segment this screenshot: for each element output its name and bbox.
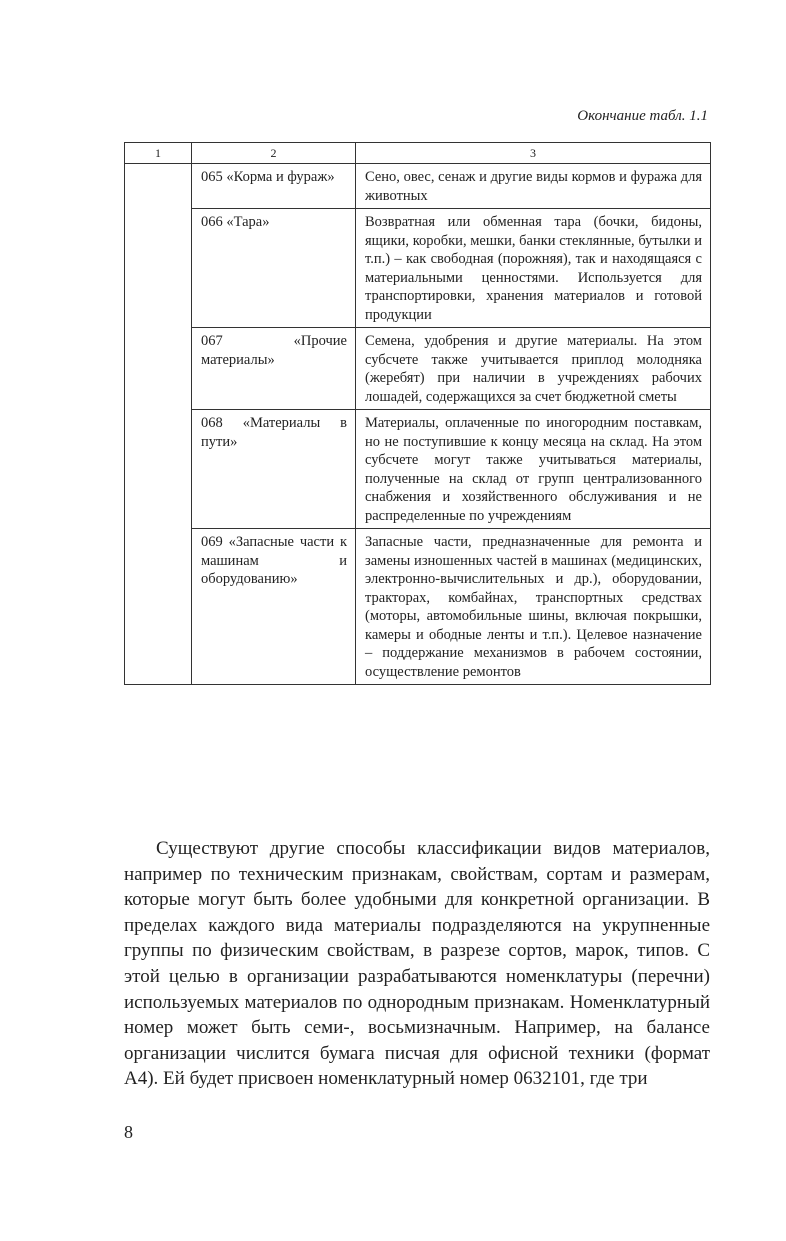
column-header-1: 1 [125, 143, 192, 164]
description-cell: Материалы, оплаченные по иногородним поставкам, но не поступившие к концу месяца на склад. На этом субсчете могут также учитываться материалы, полученные на склад от групп централизованного снабжения и хозяйственного обслуживания и не распределенные по учреждениям [356, 410, 711, 529]
table-header-row [125, 143, 711, 164]
column-header-3: 3 [356, 143, 711, 164]
table-row [125, 209, 711, 328]
account-cell: 068 «Материалы в пути» [192, 410, 356, 529]
account-cell: 066 «Тара» [192, 209, 356, 328]
description-cell: Сено, овес, сенаж и другие виды кормов и фуража для животных [356, 164, 711, 209]
table-row [125, 328, 711, 410]
table-row [125, 529, 711, 685]
description-cell: Возвратная или обменная тара (бочки, бидоны, ящики, коробки, мешки, банки стеклянные, бутылки и т.п.) – как свободная (порожняя), так и находящаяся с материальными ценностями. Используется для транспортировки, хранения материалов и готовой продукции [356, 209, 711, 328]
table-caption: Окончание табл. 1.1 [577, 108, 708, 124]
accounts-table [124, 142, 711, 685]
account-cell: 067 «Прочие материалы» [192, 328, 356, 410]
description-cell: Запасные части, предназначенные для ремонта и замены изношенных частей в машинах (медицинских, электронно-вычислительных и др.), оборудовании, тракторах, комбайнах, транспортных средствах (моторы, автомобильные шины, включая покрышки, камеры и ободные ленты и т.п.). Целевое назначение – поддержание механизмов в рабочем состоянии, осуществление ремонтов [356, 529, 711, 685]
account-cell: 065 «Корма и фураж» [192, 164, 356, 209]
column-header-2: 2 [192, 143, 356, 164]
account-cell: 069 «Запасные части к машинам и оборудованию» [192, 529, 356, 685]
body-paragraph: Существуют другие способы классификации видов материалов, например по техническим признакам, свойствам, сортам и размерам, которые могут быть более удобными для конкретной организации. В пределах каждого вида материалы подразделяются на укрупненные группы по физическим свойствам, в разрезе сортов, марок, типов. С этой целью в организации разрабатываются номенклатуры (перечни) используемых материалов по однородным признакам. Номенклатурный номер может быть семи-, восьмизначным. Например, на балансе организации числится бумага писчая для офисной техники (формат А4). Ей будет присвоен номенклатурный номер 0632101, где три [124, 838, 710, 1090]
table-row [125, 164, 711, 209]
page-number: 8 [124, 1122, 133, 1142]
empty-cell-column-1 [125, 164, 192, 685]
table-row [125, 410, 711, 529]
description-cell: Семена, удобрения и другие материалы. На этом субсчете также учитывается приплод молодняка (жеребят) при наличии в учреждениях рабочих лошадей, содержащихся за счет бюджетной сметы [356, 328, 711, 410]
